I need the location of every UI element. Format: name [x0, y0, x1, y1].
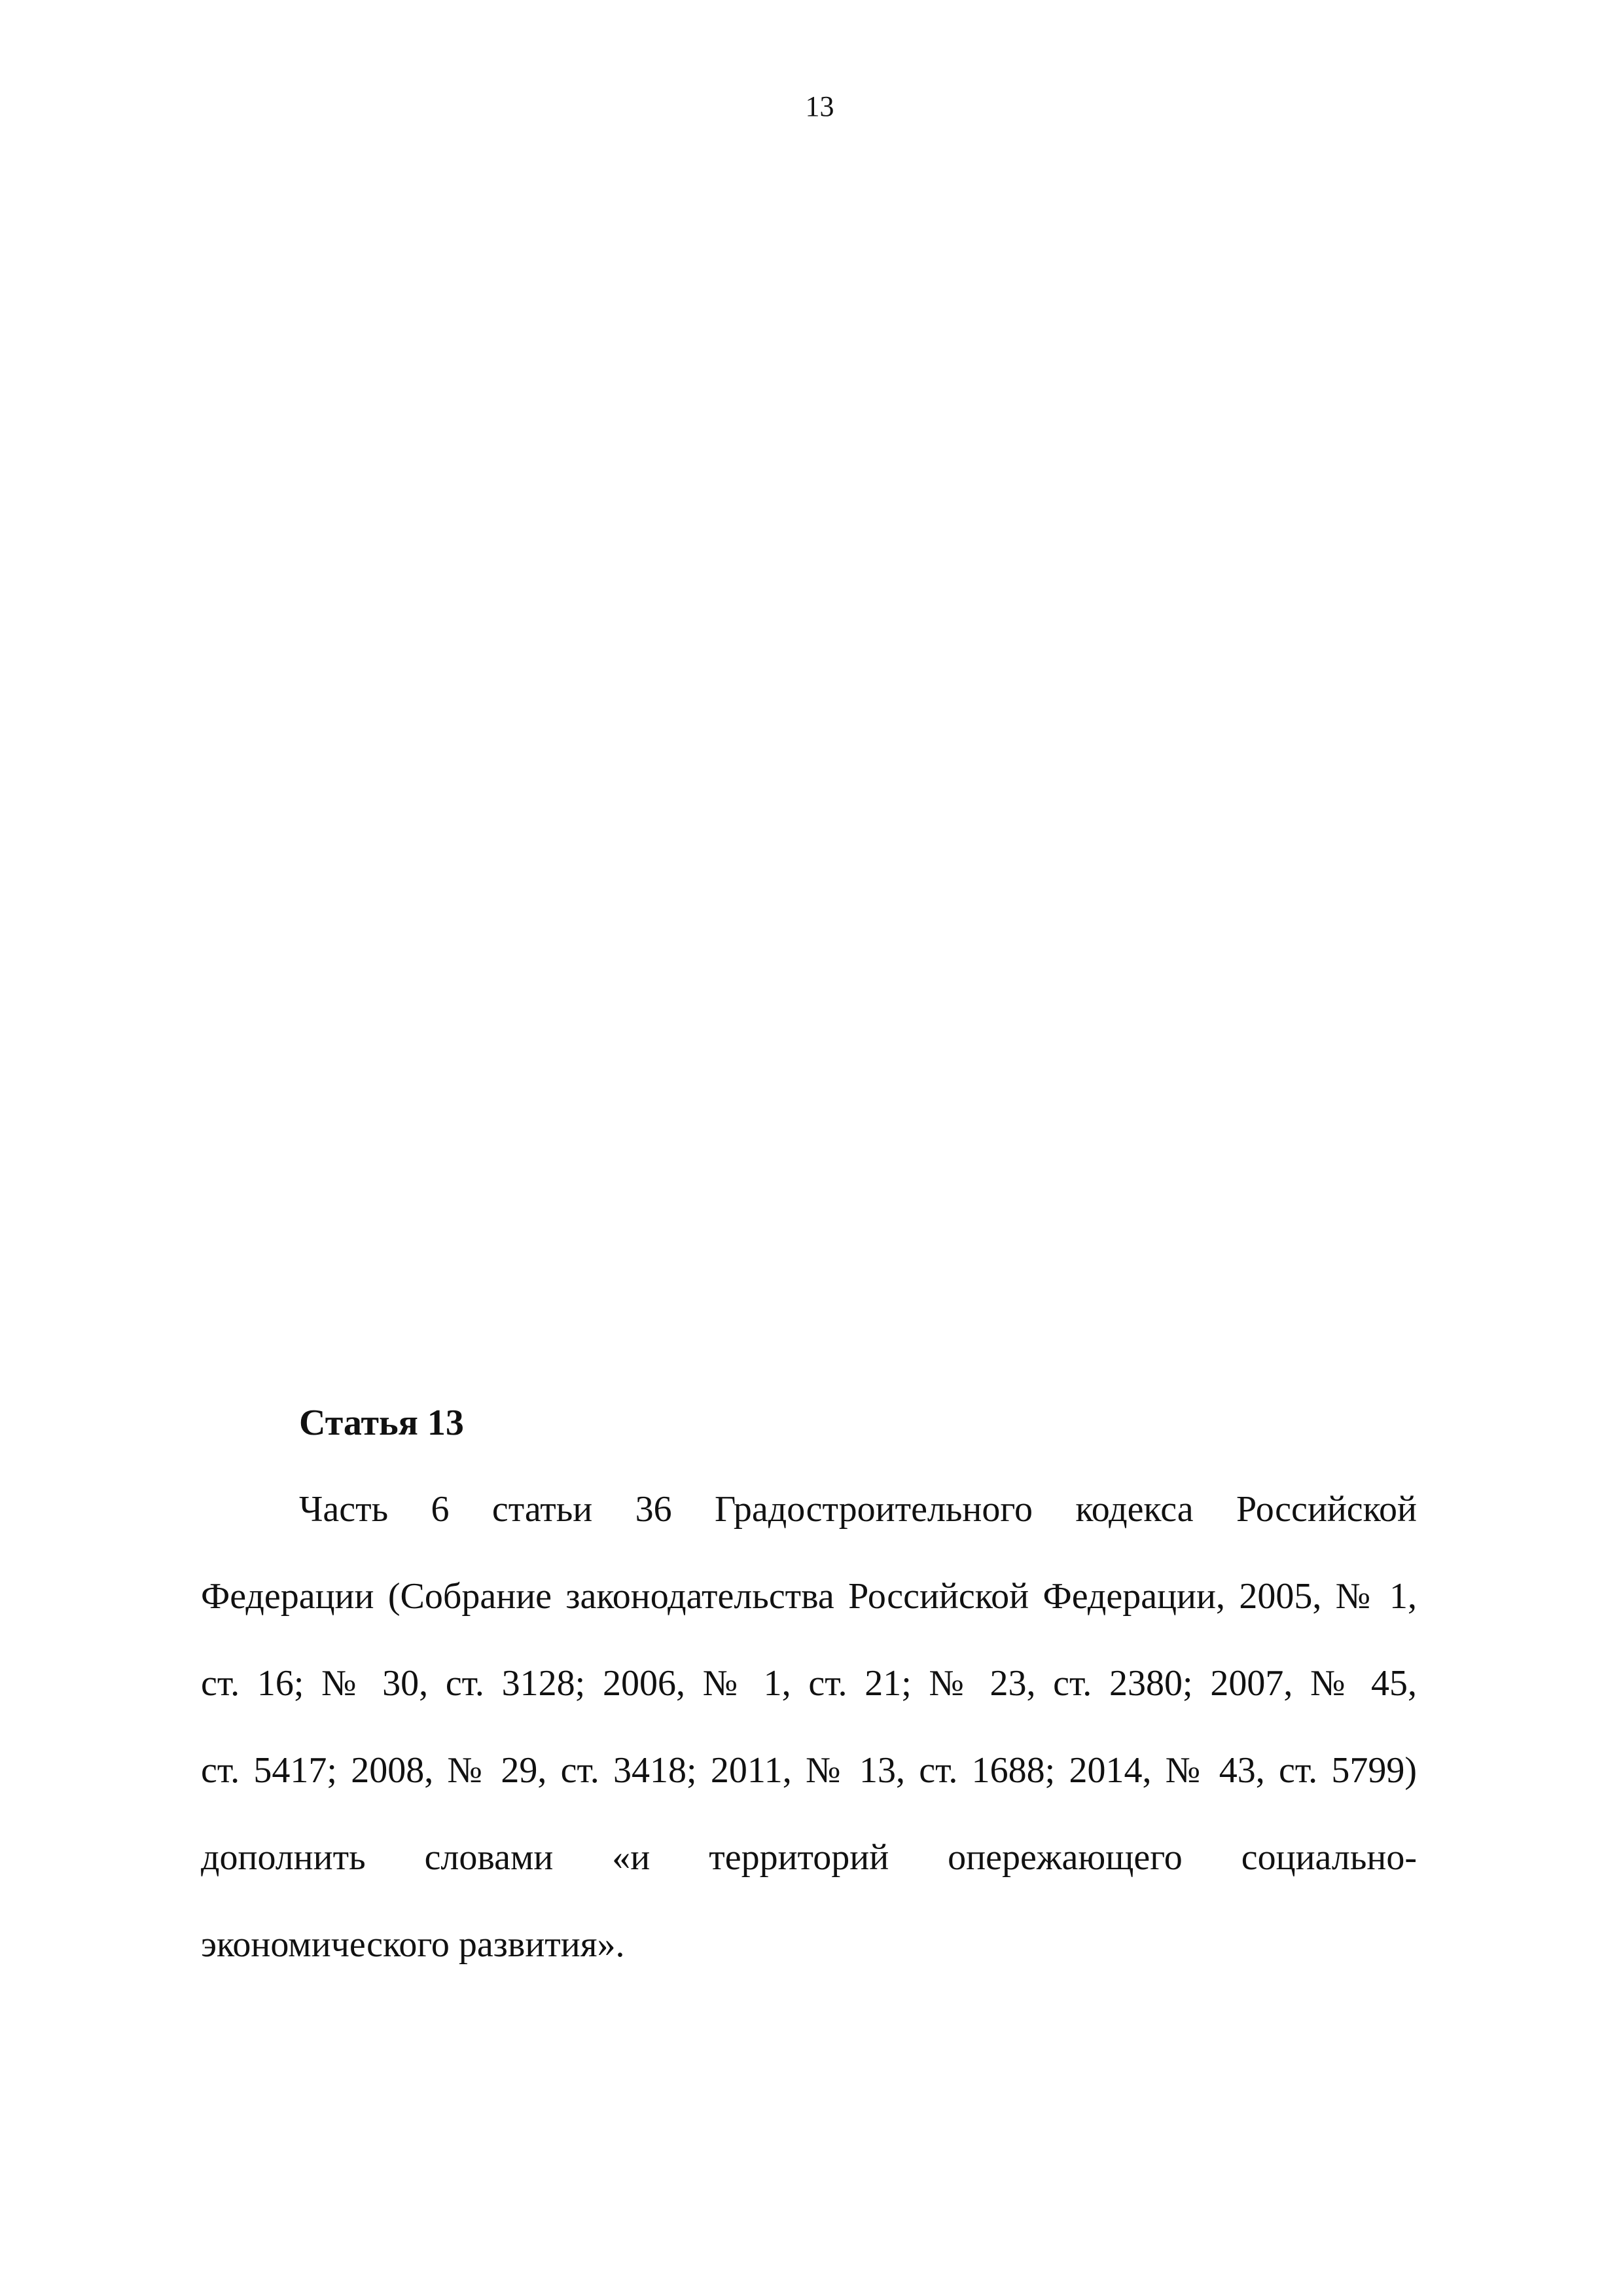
- body-line-3: ст. 16; № 30, ст. 3128; 2006, № 1, ст. 21; № 23, ст. 2380; 2007, № 45,: [201, 1663, 1417, 1704]
- body-line-4: ст. 5417; 2008, № 29, ст. 3418; 2011, № 13, ст. 1688; 2014, № 43, ст. 5799): [201, 1750, 1417, 1791]
- article-heading: Статья 13: [299, 1403, 464, 1443]
- body-line-5: дополнить словами «и территорий опережающего социально-: [201, 1837, 1417, 1878]
- body-line-1: Часть 6 статьи 36 Градостроительного кодекса Российской: [299, 1489, 1417, 1530]
- body-line-6: экономического развития».: [201, 1924, 625, 1965]
- article-body: [201, 1486, 1417, 2008]
- body-line-2: Федерации (Собрание законодательства Российской Федерации, 2005, № 1,: [201, 1576, 1417, 1617]
- page-number: 13: [805, 90, 834, 122]
